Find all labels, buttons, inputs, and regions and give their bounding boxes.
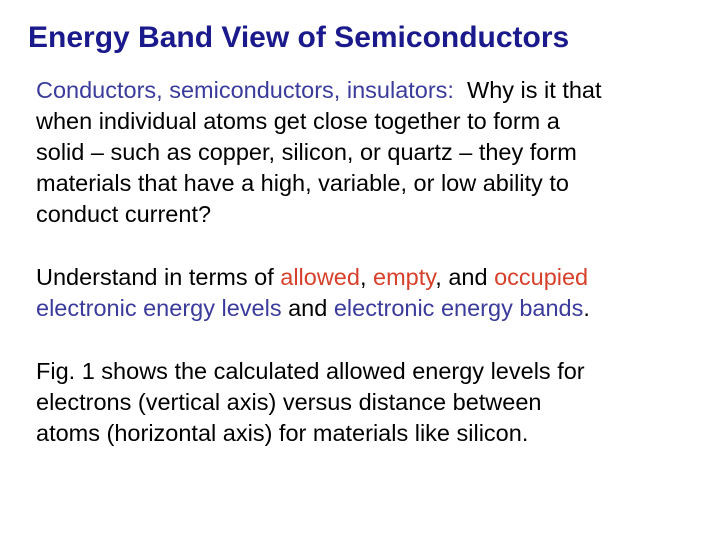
paragraph-figure	[36, 356, 716, 449]
paragraph-question-line-1	[36, 75, 716, 106]
figure-text-1: Fig. 1 shows the calculated allowed energy levels for	[36, 358, 585, 384]
paragraph-understand-line-1	[36, 262, 716, 293]
paragraph-understand-line-2	[36, 293, 716, 324]
understand-text-2: ,	[359, 264, 374, 290]
understand-text-1: Understand in terms of	[36, 264, 281, 290]
understand-text-3: , and	[435, 264, 495, 290]
term-occupied: occupied	[494, 264, 589, 290]
figure-text-3: atoms (horizontal axis) for materials like silicon.	[36, 420, 529, 446]
question-text-4: materials that have a high, variable, or low ability to	[36, 170, 569, 196]
question-text-3: solid – such as copper, silicon, or quartz – they form	[36, 139, 577, 165]
understand-text-5: .	[583, 295, 590, 321]
question-text-2: when individual atoms get close together to form a	[36, 108, 560, 134]
slide-title: Energy Band View of Semiconductors	[28, 21, 570, 54]
slide-body	[36, 75, 716, 481]
term-energy-bands: electronic energy bands	[333, 295, 584, 321]
figure-text-2: electrons (vertical axis) versus distance between	[36, 389, 542, 415]
term-energy-levels: electronic energy levels	[36, 295, 282, 321]
question-text-1: Why is it that	[453, 77, 602, 103]
question-lead: Conductors, semiconductors, insulators:	[36, 77, 454, 103]
term-empty: empty	[373, 264, 436, 290]
understand-text-4: and	[281, 295, 334, 321]
paragraph-question	[36, 75, 716, 230]
term-allowed: allowed	[280, 264, 360, 290]
question-text-5: conduct current?	[36, 201, 212, 227]
paragraph-understand	[36, 262, 716, 324]
